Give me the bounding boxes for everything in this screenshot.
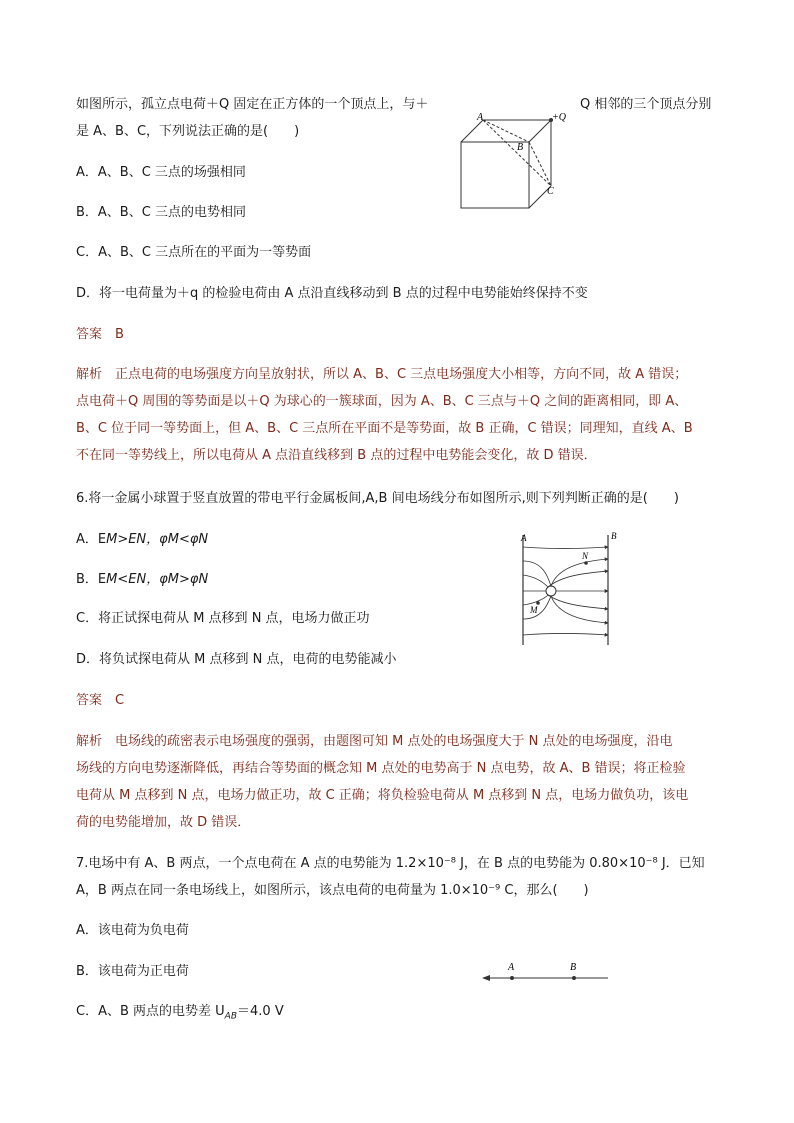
label-plate-A: A bbox=[521, 533, 527, 543]
q5-stem-part-a: 如图所示，孤立点电荷＋Q 固定在正方体的一个顶点上，与＋ bbox=[76, 97, 429, 112]
q7-stem-line1: 7.电场中有 A、B 两点，一个点电荷在 A 点的电势能为 1.2×10⁻⁸ J，在 B 点的电势能为 0.80×10⁻⁸ J．已知 bbox=[76, 856, 705, 871]
q5-stem-line1 bbox=[76, 96, 428, 114]
field-line bbox=[523, 634, 608, 636]
q5-option-c: C．A、B、C 三点所在的平面为一等势面 bbox=[76, 245, 312, 260]
q6-option-b bbox=[76, 571, 208, 589]
q6-option-b-expr: M<EN，φM>φN bbox=[106, 572, 209, 587]
q6-option-a-label: A．E bbox=[76, 532, 107, 547]
label-A: A bbox=[477, 112, 484, 123]
q6-option-c: C．将正试探电荷从 M 点移到 N 点，电场力做正功 bbox=[76, 611, 370, 626]
q5-analysis-3: B、C 位于同一等势面上，但 A、B、C 三点所在平面不是等势面，故 B 正确，C 错误；同理知，直线 A、B bbox=[76, 421, 693, 436]
label-N: N bbox=[582, 551, 589, 561]
q7-option-c-label: C．A、B 两点的电势差 U bbox=[76, 1004, 225, 1019]
q6-analysis-4: 荷的电势能增加，故 D 错误． bbox=[76, 815, 251, 830]
q5-stem-line1-cont bbox=[580, 96, 711, 114]
cube-dashed-AB bbox=[483, 120, 529, 142]
q7-stem-line2: A，B 两点在同一条电场线上，如图所示，该点电荷的电荷量为 1.0×10⁻⁹ C，那么( ) bbox=[76, 883, 589, 898]
q7-field-line-figure bbox=[478, 958, 613, 988]
q5-answer: 答案 B bbox=[76, 327, 124, 342]
q6-option-a-expr: M>EN，φM<φN bbox=[106, 532, 209, 547]
q5-option-d: D．将一电荷量为＋q 的检验电荷由 A 点沿直线移动到 B 点的过程中电势能始终保持不变 bbox=[76, 286, 588, 301]
label-A: A bbox=[508, 962, 515, 973]
label-B: B bbox=[517, 142, 524, 153]
q7-option-c-sub: AB bbox=[224, 1011, 238, 1022]
q6-field-figure bbox=[508, 527, 630, 647]
point-B bbox=[572, 976, 576, 980]
label-M: M bbox=[530, 605, 538, 615]
q5-analysis-4: 不在同一等势线上，所以电荷从 A 点沿直线移到 B 点的过程中电势能会变化，故 D 错误． bbox=[76, 448, 597, 463]
q6-analysis-2: 场线的方向电势逐渐降低，再结合等势面的概念知 M 点处的电势高于 N 点电势，故 A、B 错误；将正检验 bbox=[76, 761, 686, 776]
field-line bbox=[523, 571, 608, 587]
label-C: C bbox=[547, 186, 554, 197]
q5-option-a: A．A、B、C 三点的场强相同 bbox=[76, 165, 246, 180]
label-plate-B: B bbox=[611, 531, 617, 541]
q6-analysis-1: 解析 电场线的疏密表示电场强度的强弱，由题图可知 M 点处的电场强度大于 N 点处的电场强度，沿电 bbox=[76, 734, 673, 749]
q5-option-b: B．A、B、C 三点的电势相同 bbox=[76, 205, 246, 220]
q7-option-b: B．该电荷为正电荷 bbox=[76, 964, 189, 979]
label-B: B bbox=[570, 962, 577, 973]
field-line bbox=[523, 547, 608, 549]
q5-analysis-2: 点电荷＋Q 周围的等势面是以＋Q 为球心的一簇球面，因为 A、B、C 三点与＋Q 之间的距离相同，即 A、 bbox=[76, 394, 688, 409]
q6-option-a bbox=[76, 531, 208, 549]
q5-stem-line2: 是 A、B、C，下列说法正确的是( ) bbox=[76, 124, 300, 139]
q5-stem-part-b: Q 相邻的三个顶点分别 bbox=[580, 97, 712, 112]
q6-stem: 6.将一金属小球置于竖直放置的带电平行金属板间,A,B 间电场线分布如图所示,则下列判断正确的是( ) bbox=[76, 491, 679, 506]
point-N bbox=[584, 561, 588, 565]
metal-ball bbox=[546, 586, 556, 596]
label-Q: +Q bbox=[552, 112, 566, 123]
q6-option-d: D．将负试探电荷从 M 点移到 N 点，电荷的电势能减小 bbox=[76, 652, 397, 667]
cube-edge bbox=[529, 120, 551, 142]
q5-analysis-1: 解析 正点电荷的电场强度方向呈放射状，所以 A、B、C 三点电场强度大小相等，方向不同，故 A 错误； bbox=[76, 367, 688, 382]
q7-option-a: A．该电荷为负电荷 bbox=[76, 923, 189, 938]
arrow-head bbox=[482, 975, 490, 981]
q5-cube-figure bbox=[455, 108, 570, 213]
point-A bbox=[510, 976, 514, 980]
cube-dashed-BC bbox=[529, 142, 551, 186]
q6-analysis-3: 电荷从 M 点移到 N 点，电场力做正功，故 C 正确；将负检验电荷从 M 点移到 N 点，电场力做负功，该电 bbox=[76, 788, 689, 803]
q6-option-b-label: B．E bbox=[76, 572, 107, 587]
q7-option-c-value: ＝4.0 V bbox=[237, 1004, 284, 1019]
q7-option-c bbox=[76, 1003, 284, 1026]
q6-answer: 答案 C bbox=[76, 693, 125, 708]
cube-edge bbox=[461, 120, 483, 142]
